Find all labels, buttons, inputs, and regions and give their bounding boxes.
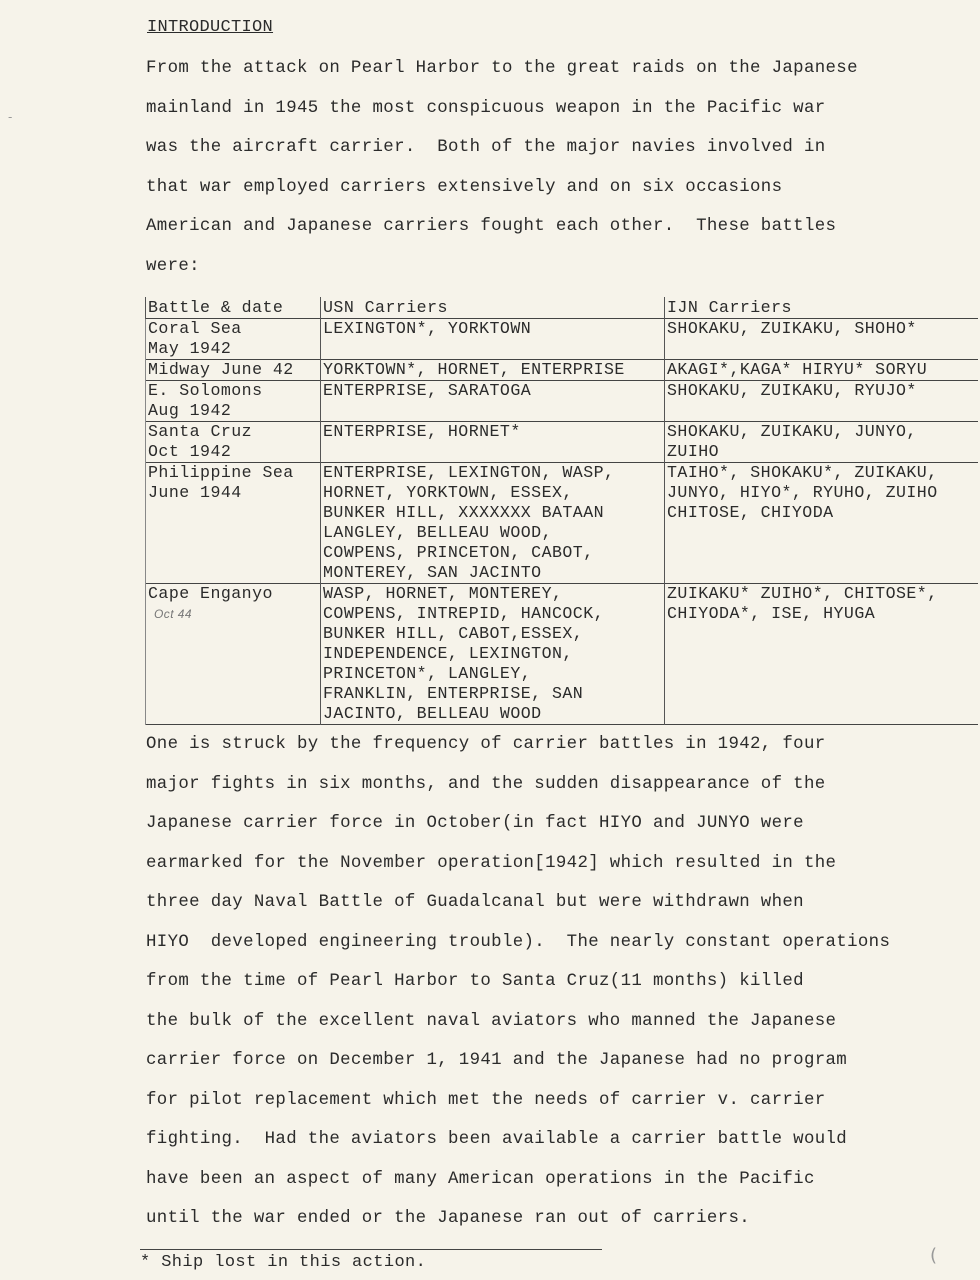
handwritten-note: Oct 44 xyxy=(154,607,193,621)
cell-line: Philippine Sea xyxy=(148,463,294,482)
cell-line: E. Solomons xyxy=(148,381,263,400)
cell-usn xyxy=(321,584,665,725)
table-header-row xyxy=(146,297,978,319)
text-line: fighting. Had the aviators been available a carrier battle would xyxy=(146,1130,848,1149)
cell-line: COWPENS, PRINCETON, CABOT, xyxy=(323,543,594,562)
cell-line: CHITOSE, CHIYODA xyxy=(667,503,834,522)
margin-mark: ( xyxy=(930,1245,938,1266)
cell-line: MONTEREY, SAN JACINTO xyxy=(323,563,542,582)
cell-line: ZUIHO xyxy=(667,442,720,461)
cell-usn xyxy=(321,319,665,360)
text-line: carrier force on December 1, 1941 and the Japanese had no program xyxy=(146,1051,848,1070)
header-usn: USN Carriers xyxy=(321,297,665,319)
intro-paragraph xyxy=(146,58,858,296)
text-line: From the attack on Pearl Harbor to the great raids on the Japanese xyxy=(146,59,858,78)
cell-line: BUNKER HILL, CABOT,ESSEX, xyxy=(323,624,584,643)
cell-line: ZUIKAKU* ZUIHO*, CHITOSE*, xyxy=(667,584,938,603)
section-heading: INTRODUCTION xyxy=(147,18,274,37)
text-line: the bulk of the excellent naval aviators who manned the Japanese xyxy=(146,1011,837,1031)
cell-ijn xyxy=(665,584,978,725)
text-line: from the time of Pearl Harbor to Santa Cruz(11 months) killed xyxy=(146,972,804,991)
cell-ijn xyxy=(665,422,978,463)
text-line: HIYO developed engineering trouble). The nearly constant operations xyxy=(146,932,891,952)
cell-line: TAIHO*, SHOKAKU*, ZUIKAKU, xyxy=(667,463,938,482)
cell-line: SHOKAKU, ZUIKAKU, SHOHO* xyxy=(667,319,917,338)
cell-ijn xyxy=(665,319,978,360)
text-line: three day Naval Battle of Guadalcanal but were withdrawn when xyxy=(146,893,804,912)
cell-line: SHOKAKU, ZUIKAKU, JUNYO, xyxy=(667,422,917,441)
cell-battle xyxy=(146,360,321,381)
cell-line: Aug 1942 xyxy=(148,401,232,420)
cell-battle xyxy=(146,319,321,360)
cell-battle xyxy=(146,463,321,584)
text-line: was the aircraft carrier. Both of the major navies involved in xyxy=(146,138,826,158)
table-row xyxy=(146,360,978,381)
cell-usn xyxy=(321,422,665,463)
cell-line: May 1942 xyxy=(148,339,232,358)
cell-line: WASP, HORNET, MONTEREY, xyxy=(323,584,563,603)
text-line: have been an aspect of many American operations in the Pacific xyxy=(146,1169,815,1189)
cell-line: SHOKAKU, ZUIKAKU, RYUJO* xyxy=(667,381,917,400)
cell-line: ENTERPRISE, SARATOGA xyxy=(323,381,532,400)
cell-line: FRANKLIN, ENTERPRISE, SAN xyxy=(323,684,584,703)
cell-usn xyxy=(321,360,665,381)
margin-mark: - xyxy=(8,110,13,124)
cell-ijn xyxy=(665,463,978,584)
table-row xyxy=(146,463,978,584)
cell-line: COWPENS, INTREPID, HANCOCK, xyxy=(323,604,605,623)
text-line: Japanese carrier force in October(in fact HIYO and JUNYO were xyxy=(146,814,804,833)
cell-line: ENTERPRISE, LEXINGTON, WASP, xyxy=(323,463,615,482)
text-line: American and Japanese carriers fought each other. These battles xyxy=(146,217,837,237)
text-line: mainland in 1945 the most conspicuous weapon in the Pacific war xyxy=(146,98,826,118)
cell-battle xyxy=(146,381,321,422)
text-line: earmarked for the November operation[1942] which resulted in the xyxy=(146,853,837,873)
table-row xyxy=(146,381,978,422)
cell-line: JUNYO, HIYO*, RYUHO, ZUIHO xyxy=(667,483,938,502)
cell-battle xyxy=(146,584,321,725)
text-line: that war employed carriers extensively and on six occasions xyxy=(146,177,783,197)
cell-line: JACINTO, BELLEAU WOOD xyxy=(323,704,542,723)
header-ijn: IJN Carriers xyxy=(665,297,978,319)
cell-battle xyxy=(146,422,321,463)
cell-line: AKAGI*,KAGA* HIRYU* SORYU xyxy=(667,360,928,379)
text-line: were: xyxy=(146,256,200,276)
cell-line: Santa Cruz xyxy=(148,422,253,441)
cell-line: June 1944 xyxy=(148,483,242,502)
body-paragraph xyxy=(146,734,890,1248)
table-row xyxy=(146,422,978,463)
text-line: for pilot replacement which met the needs of carrier v. carrier xyxy=(146,1090,826,1110)
cell-usn xyxy=(321,381,665,422)
cell-line: LEXINGTON*, YORKTOWN xyxy=(323,319,532,338)
cell-line: INDEPENDENCE, LEXINGTON, xyxy=(323,644,573,663)
cell-line: ENTERPRISE, HORNET* xyxy=(323,422,521,441)
footnote: * Ship lost in this action. xyxy=(140,1253,427,1272)
text-line: major fights in six months, and the sudden disappearance of the xyxy=(146,774,826,794)
cell-usn xyxy=(321,463,665,584)
footnote-rule xyxy=(140,1249,602,1250)
cell-line: BUNKER HILL, XXXXXXX BATAAN xyxy=(323,503,605,522)
cell-line: Oct 1942 xyxy=(148,442,232,461)
cell-line: Midway June 42 xyxy=(148,360,294,379)
carrier-battles-table xyxy=(145,297,978,725)
cell-line: Coral Sea xyxy=(148,319,242,338)
cell-line: LANGLEY, BELLEAU WOOD, xyxy=(323,523,552,542)
header-battle: Battle & date xyxy=(146,297,321,319)
text-line: One is struck by the frequency of carrier battles in 1942, four xyxy=(146,735,826,754)
cell-line: Cape Enganyo xyxy=(148,584,273,603)
table-row xyxy=(146,584,978,725)
table-row xyxy=(146,319,978,360)
text-line: until the war ended or the Japanese ran out of carriers. xyxy=(146,1209,751,1228)
cell-ijn xyxy=(665,381,978,422)
cell-ijn xyxy=(665,360,978,381)
cell-line: PRINCETON*, LANGLEY, xyxy=(323,664,532,683)
cell-line: CHIYODA*, ISE, HYUGA xyxy=(667,604,876,623)
cell-line: HORNET, YORKTOWN, ESSEX, xyxy=(323,483,573,502)
cell-line: YORKTOWN*, HORNET, ENTERPRISE xyxy=(323,360,625,379)
